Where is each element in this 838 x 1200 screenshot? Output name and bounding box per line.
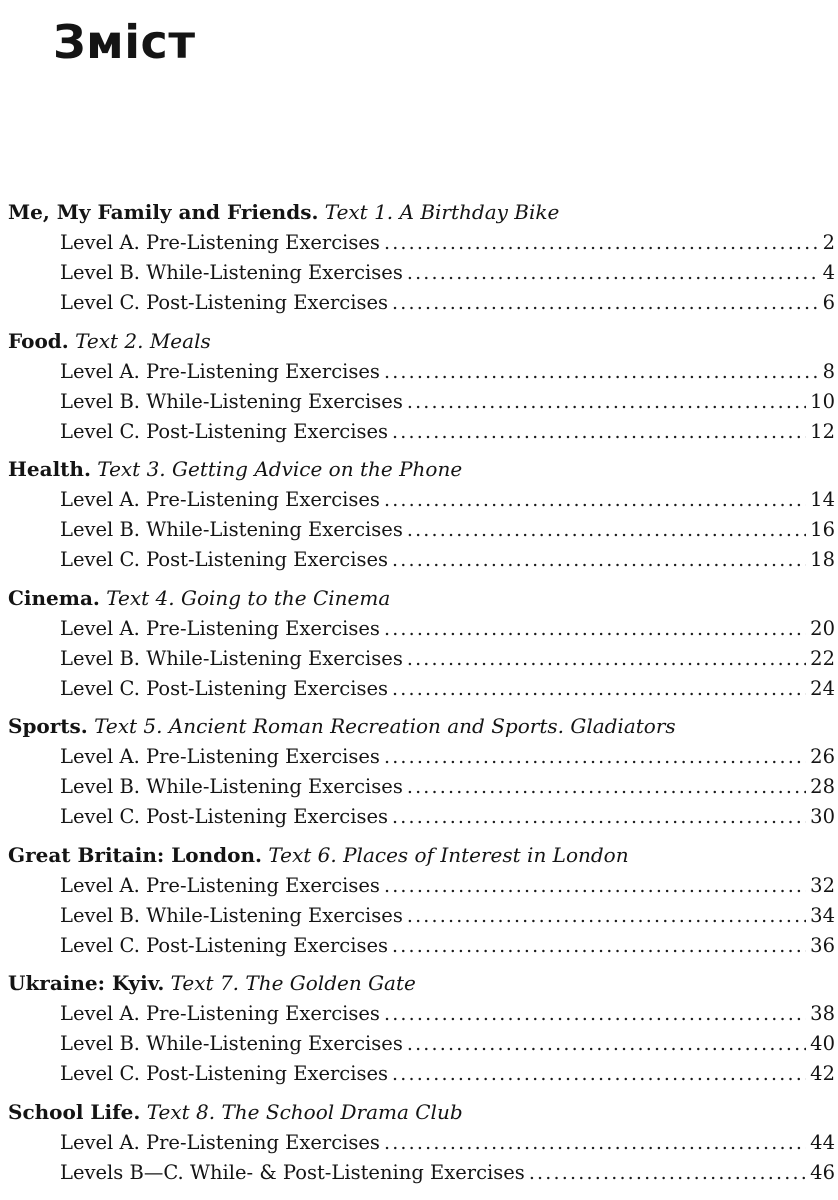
- entry-label: Level B. While-Listening Exercises: [60, 261, 403, 284]
- dot-leader: [392, 417, 806, 447]
- entry-label: Level A. Pre-Listening Exercises: [60, 616, 380, 640]
- toc-section: [8, 1096, 835, 1188]
- toc-entry[interactable]: [8, 931, 835, 961]
- dot-leader: [407, 387, 806, 417]
- section-topic: Ukraine: Kyiv.: [8, 971, 165, 995]
- section-topic: Food.: [8, 328, 69, 353]
- section-topic: Great Britain: London.: [8, 842, 262, 867]
- entry-page-number: 6: [822, 291, 835, 314]
- dot-leader: [384, 357, 819, 387]
- dot-leader: [384, 1128, 806, 1158]
- dot-leader: [407, 644, 806, 674]
- toc-entry[interactable]: [8, 871, 835, 901]
- toc-entry[interactable]: [8, 515, 835, 545]
- toc-entry[interactable]: [8, 1128, 835, 1158]
- entry-label: Level A. Pre-Listening Exercises: [60, 1130, 380, 1154]
- toc-entry[interactable]: [8, 802, 835, 832]
- entry-label: Level A. Pre-Listening Exercises: [60, 488, 380, 511]
- dot-leader: [392, 931, 806, 961]
- entry-page-number: 40: [810, 1032, 835, 1055]
- entry-page-number: 44: [810, 1130, 835, 1154]
- toc-entry[interactable]: [8, 999, 835, 1029]
- toc-entry[interactable]: [8, 545, 835, 575]
- toc-entry[interactable]: [8, 228, 835, 258]
- toc-entry[interactable]: [8, 1158, 835, 1188]
- dot-leader: [384, 485, 806, 515]
- entry-label: Level B. While-Listening Exercises: [60, 775, 403, 798]
- entry-page-number: 10: [810, 389, 835, 413]
- section-heading: [8, 196, 835, 228]
- section-topic: Health.: [8, 457, 91, 481]
- entry-page-number: 18: [810, 548, 835, 571]
- dot-leader: [384, 742, 806, 772]
- entry-label: Level A. Pre-Listening Exercises: [60, 1002, 380, 1025]
- dot-leader: [392, 802, 806, 832]
- section-topic: Cinema.: [8, 585, 100, 610]
- toc-section: [8, 967, 835, 1089]
- entry-label: Level A. Pre-Listening Exercises: [60, 359, 380, 383]
- toc-entry[interactable]: [8, 614, 835, 644]
- entry-page-number: 46: [810, 1160, 835, 1184]
- page-title: Зміст: [53, 15, 196, 69]
- dot-leader: [529, 1158, 806, 1188]
- toc-entry[interactable]: [8, 644, 835, 674]
- entry-label: Level A. Pre-Listening Exercises: [60, 745, 380, 768]
- toc-entry[interactable]: [8, 258, 835, 288]
- dot-leader: [384, 871, 806, 901]
- toc-entry[interactable]: [8, 485, 835, 515]
- toc-entry[interactable]: [8, 1029, 835, 1059]
- entry-label: Level C. Post-Listening Exercises: [60, 548, 389, 571]
- dot-leader: [392, 288, 819, 318]
- table-of-contents: [8, 196, 835, 1188]
- section-heading: [8, 325, 835, 357]
- entry-page-number: 34: [810, 903, 835, 927]
- entry-label: Levels B—C. While- & Post-Listening Exercises: [60, 1160, 525, 1184]
- section-text-title: Text 1. A Birthday Bike: [324, 200, 560, 224]
- entry-page-number: 8: [822, 359, 835, 383]
- entry-page-number: 32: [810, 873, 835, 897]
- entry-page-number: 4: [822, 261, 835, 284]
- entry-page-number: 42: [810, 1062, 835, 1085]
- section-topic: Me, My Family and Friends.: [8, 200, 319, 224]
- toc-section: [8, 839, 835, 961]
- toc-entry[interactable]: [8, 417, 835, 447]
- dot-leader: [384, 614, 806, 644]
- entry-label: Level A. Pre-Listening Exercises: [60, 873, 380, 897]
- entry-label: Level B. While-Listening Exercises: [60, 518, 403, 541]
- dot-leader: [384, 999, 806, 1029]
- section-heading: [8, 582, 835, 614]
- entry-label: Level B. While-Listening Exercises: [60, 1032, 403, 1055]
- entry-page-number: 30: [810, 805, 835, 828]
- entry-page-number: 26: [810, 745, 835, 768]
- dot-leader: [392, 1059, 806, 1089]
- dot-leader: [392, 674, 806, 704]
- entry-page-number: 24: [810, 676, 835, 700]
- toc-section: [8, 710, 835, 832]
- entry-page-number: 14: [810, 488, 835, 511]
- toc-entry[interactable]: [8, 357, 835, 387]
- dot-leader: [407, 258, 819, 288]
- toc-entry[interactable]: [8, 901, 835, 931]
- dot-leader: [392, 545, 806, 575]
- toc-section: [8, 325, 835, 447]
- section-heading: [8, 453, 835, 485]
- entry-label: Level C. Post-Listening Exercises: [60, 933, 389, 957]
- entry-label: Level C. Post-Listening Exercises: [60, 1062, 389, 1085]
- entry-page-number: 20: [810, 616, 835, 640]
- toc-section: [8, 582, 835, 704]
- entry-page-number: 28: [810, 775, 835, 798]
- toc-entry[interactable]: [8, 742, 835, 772]
- section-text-title: Text 4. Going to the Cinema: [106, 585, 391, 610]
- section-heading: [8, 710, 835, 742]
- entry-page-number: 38: [810, 1002, 835, 1025]
- entry-label: Level A. Pre-Listening Exercises: [60, 231, 380, 254]
- section-text-title: Text 7. The Golden Gate: [170, 971, 416, 995]
- dot-leader: [384, 228, 819, 258]
- section-text-title: Text 2. Meals: [75, 328, 211, 353]
- entry-label: Level C. Post-Listening Exercises: [60, 419, 389, 443]
- entry-page-number: 36: [810, 933, 835, 957]
- entry-page-number: 12: [810, 419, 835, 443]
- toc-section: [8, 453, 835, 575]
- entry-label: Level C. Post-Listening Exercises: [60, 805, 389, 828]
- entry-label: Level B. While-Listening Exercises: [60, 903, 403, 927]
- entry-label: Level C. Post-Listening Exercises: [60, 291, 389, 314]
- entry-label: Level C. Post-Listening Exercises: [60, 676, 389, 700]
- section-text-title: Text 8. The School Drama Club: [146, 1099, 463, 1124]
- section-heading: [8, 839, 835, 871]
- section-text-title: Text 5. Ancient Roman Recreation and Sports. Gladiators: [94, 714, 676, 738]
- toc-entry[interactable]: [8, 387, 835, 417]
- toc-section: [8, 196, 835, 318]
- toc-entry[interactable]: [8, 674, 835, 704]
- section-text-title: Text 6. Places of Interest in London: [268, 842, 629, 867]
- dot-leader: [407, 1029, 806, 1059]
- dot-leader: [407, 901, 806, 931]
- section-text-title: Text 3. Getting Advice on the Phone: [97, 457, 463, 481]
- section-heading: [8, 967, 835, 999]
- toc-entry[interactable]: [8, 288, 835, 318]
- entry-label: Level B. While-Listening Exercises: [60, 389, 403, 413]
- section-topic: School Life.: [8, 1099, 141, 1124]
- entry-label: Level B. While-Listening Exercises: [60, 646, 403, 670]
- entry-page-number: 16: [810, 518, 835, 541]
- dot-leader: [407, 515, 806, 545]
- toc-entry[interactable]: [8, 1059, 835, 1089]
- entry-page-number: 2: [822, 231, 835, 254]
- toc-entry[interactable]: [8, 772, 835, 802]
- dot-leader: [407, 772, 806, 802]
- entry-page-number: 22: [810, 646, 835, 670]
- section-heading: [8, 1096, 835, 1128]
- section-topic: Sports.: [8, 714, 88, 738]
